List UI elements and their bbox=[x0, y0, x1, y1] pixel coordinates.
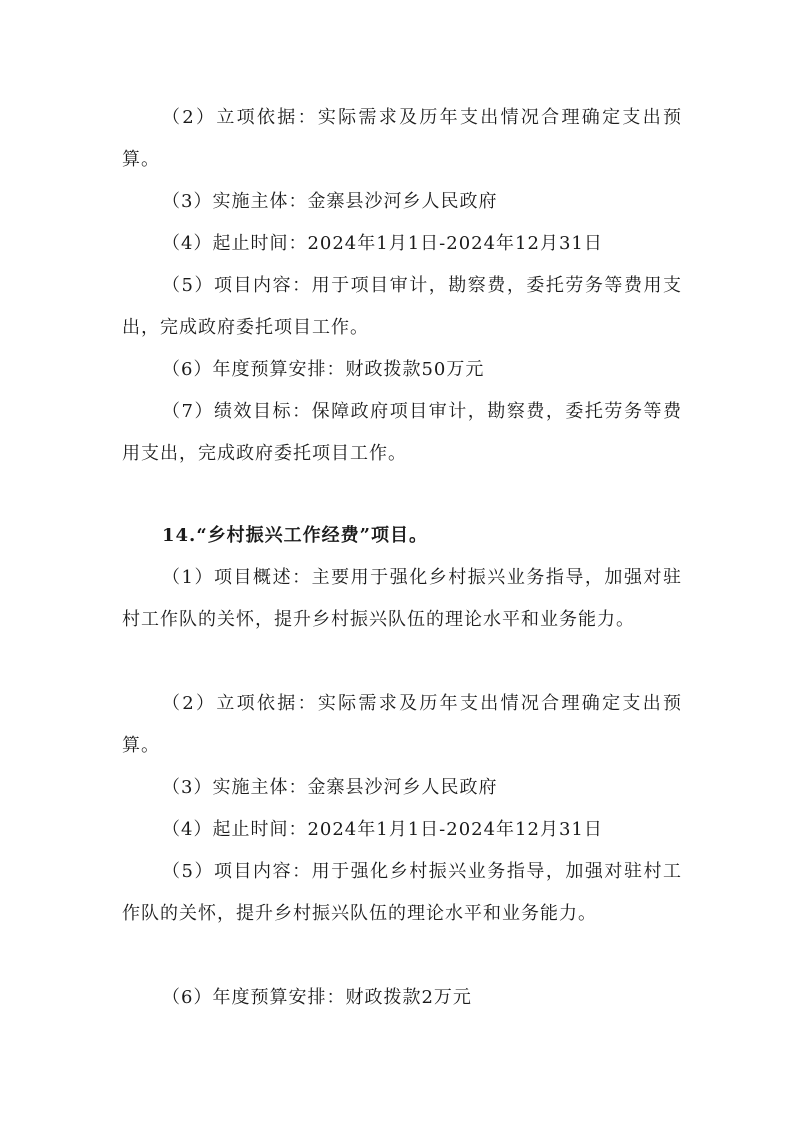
paragraph-budget-2: （6）年度预算安排：财政拨款2万元 bbox=[162, 987, 472, 1008]
paragraph-period: （4）起止时间：2024年1月1日-2024年12月31日 bbox=[162, 233, 603, 254]
paragraph-content-2: （5）项目内容：用于强化乡村振兴业务指导，加强对驻村工作队的关怀，提升乡村振兴队伍的理论水平和业务能力。 bbox=[122, 861, 682, 924]
paragraph-content: （5）项目内容：用于项目审计，勘察费，委托劳务等费用支出，完成政府委托项目工作。 bbox=[122, 275, 682, 338]
paragraph-basis: （2）立项依据：实际需求及历年支出情况合理确定支出预算。 bbox=[122, 107, 682, 170]
paragraph-goal: （7）绩效目标：保障政府项目审计，勘察费，委托劳务等费用支出，完成政府委托项目工作。 bbox=[122, 401, 682, 464]
paragraph-subject-2: （3）实施主体：金寨县沙河乡人民政府 bbox=[162, 777, 498, 798]
paragraph-overview: （1）项目概述：主要用于强化乡村振兴业务指导，加强对驻村工作队的关怀，提升乡村振兴队伍的理论水平和业务能力。 bbox=[122, 567, 682, 630]
paragraph-budget: （6）年度预算安排：财政拨款50万元 bbox=[162, 359, 485, 380]
paragraph-subject: （3）实施主体：金寨县沙河乡人民政府 bbox=[162, 191, 498, 212]
paragraph-period-2: （4）起止时间：2024年1月1日-2024年12月31日 bbox=[162, 819, 603, 840]
section-heading: 14.“乡村振兴工作经费”项目。 bbox=[162, 525, 429, 546]
paragraph-basis-2: （2）立项依据：实际需求及历年支出情况合理确定支出预算。 bbox=[122, 693, 682, 756]
